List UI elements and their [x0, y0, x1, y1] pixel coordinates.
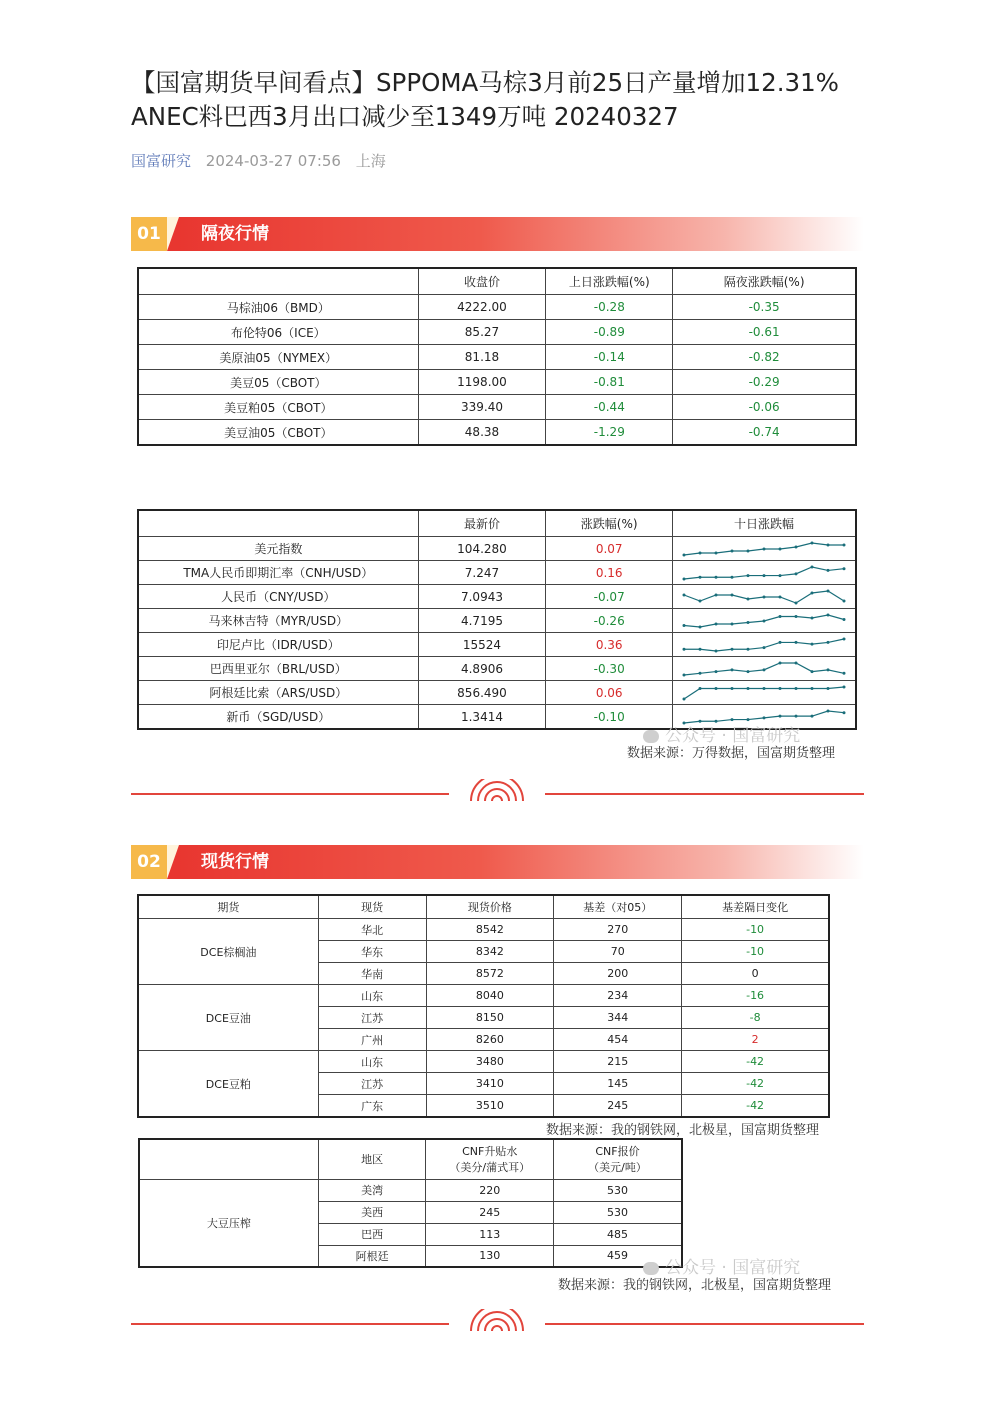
table-row — [139, 561, 856, 585]
sparkline-point — [715, 593, 718, 596]
ten-day-sparkline — [680, 587, 848, 607]
sparkline-point — [843, 567, 846, 570]
spot-price: 8342 — [426, 941, 554, 963]
sparkline-point — [747, 687, 750, 690]
basis-change: 2 — [682, 1029, 829, 1051]
sparkline-point — [827, 687, 830, 690]
overnight-change: -0.61 — [673, 320, 856, 345]
spot-price: 8150 — [426, 1007, 554, 1029]
column-header: 最新价 — [418, 511, 546, 537]
currency-name: 巴西里亚尔（BRL/USD） — [139, 657, 419, 681]
spot-region: 江苏 — [318, 1073, 426, 1095]
sparkline-point — [827, 640, 830, 643]
sparkline-point — [811, 642, 814, 645]
prev-day-change: -0.89 — [546, 320, 673, 345]
column-header: 现货 — [318, 896, 426, 919]
basis-change: -16 — [682, 985, 829, 1007]
basis-value: 234 — [554, 985, 682, 1007]
ten-day-trend-cell — [673, 633, 856, 657]
basis-change: -10 — [682, 919, 829, 941]
prev-day-change: -0.44 — [546, 395, 673, 420]
sparkline-point — [779, 687, 782, 690]
column-header — [139, 1139, 318, 1179]
sparkline-point — [699, 647, 702, 650]
column-header: 涨跌幅(%) — [546, 511, 673, 537]
spot-basis-table — [138, 895, 829, 1117]
sparkline-point — [731, 575, 734, 578]
sparkline-point — [683, 697, 686, 700]
wechat-icon — [643, 1262, 659, 1275]
table-row — [139, 269, 856, 295]
sparkline-point — [795, 572, 798, 575]
cloud-ornament-icon — [465, 779, 529, 803]
change-pct: -0.26 — [546, 609, 673, 633]
sparkline-point — [699, 687, 702, 690]
column-header: 现货价格 — [426, 896, 554, 919]
cnf-price: 530 — [553, 1179, 682, 1201]
cnf-price: 485 — [553, 1223, 682, 1245]
close-price: 48.38 — [418, 420, 546, 445]
basis-change: -8 — [682, 1007, 829, 1029]
publish-location: 上海 — [355, 152, 386, 170]
sparkline-point — [731, 687, 734, 690]
instrument-name: 美原油05（NYMEX） — [139, 345, 419, 370]
sparkline-point — [747, 670, 750, 673]
table-row — [139, 420, 856, 445]
sparkline-point — [843, 599, 846, 602]
ten-day-trend-cell — [673, 537, 856, 561]
spot-price: 8260 — [426, 1029, 554, 1051]
overnight-change: -0.82 — [673, 345, 856, 370]
spot-region: 华东 — [318, 941, 426, 963]
sparkline-point — [747, 647, 750, 650]
change-pct: 0.06 — [546, 681, 673, 705]
sparkline-point — [827, 589, 830, 592]
basis-value: 270 — [554, 919, 682, 941]
basis-value: 215 — [554, 1051, 682, 1073]
sparkline-point — [811, 670, 814, 673]
data-source: 数据来源：万得数据，国富期货整理 — [627, 746, 836, 761]
column-header: 地区 — [318, 1139, 426, 1179]
overnight-change: -0.74 — [673, 420, 856, 445]
overnight-futures-table — [138, 268, 856, 445]
basis-value: 344 — [554, 1007, 682, 1029]
sparkline-point — [763, 619, 766, 622]
ten-day-trend-cell — [673, 657, 856, 681]
ten-day-sparkline — [680, 659, 848, 679]
currency-name: 阿根廷比索（ARS/USD） — [139, 681, 419, 705]
sparkline-point — [843, 711, 846, 714]
sparkline-point — [779, 640, 782, 643]
latest-price: 856.490 — [418, 681, 546, 705]
column-header: 十日涨跌幅 — [673, 511, 856, 537]
close-price: 85.27 — [418, 320, 546, 345]
sparkline-point — [763, 668, 766, 671]
table-row — [139, 896, 829, 919]
futures-name: DCE豆粕 — [139, 1051, 319, 1117]
ten-day-trend-cell — [673, 681, 856, 705]
sparkline-point — [715, 622, 718, 625]
table-row — [139, 511, 856, 537]
publish-date: 2024-03-27 07:56 — [205, 152, 341, 170]
column-header: 基差隔日变化 — [682, 896, 829, 919]
currency-name: TMA人民币即期汇率（CNH/USD） — [139, 561, 419, 585]
sparkline-point — [715, 575, 718, 578]
sparkline-point — [811, 714, 814, 717]
sparkline-point — [843, 618, 846, 621]
account-link[interactable]: 国富研究 — [131, 152, 192, 170]
sparkline-point — [763, 574, 766, 577]
sparkline-line — [684, 567, 844, 579]
section-title: 现货行情 — [201, 852, 269, 872]
ten-day-sparkline — [680, 563, 848, 583]
table-row — [139, 657, 856, 681]
ten-day-trend-cell — [673, 585, 856, 609]
latest-price: 1.3414 — [418, 705, 546, 729]
fx-table — [138, 510, 856, 729]
article-meta — [131, 150, 386, 171]
section-divider — [131, 1309, 864, 1339]
spot-price: 8040 — [426, 985, 554, 1007]
currency-name: 印尼卢比（IDR/USD） — [139, 633, 419, 657]
sparkline-point — [747, 549, 750, 552]
sparkline-point — [779, 574, 782, 577]
spot-price: 8572 — [426, 963, 554, 985]
watermark: 公众号 · 国富研究 — [643, 1253, 800, 1278]
spot-price: 8542 — [426, 919, 554, 941]
spot-region: 广东 — [318, 1095, 426, 1117]
cnf-price: 459 — [553, 1245, 682, 1267]
latest-price: 4.7195 — [418, 609, 546, 633]
sparkline-point — [795, 545, 798, 548]
ten-day-sparkline — [680, 635, 848, 655]
sparkline-point — [747, 621, 750, 624]
spot-region: 华北 — [318, 919, 426, 941]
table-row — [139, 320, 856, 345]
table-row — [139, 1179, 682, 1201]
table-row — [139, 1139, 682, 1179]
watermark: 公众号 · 国富研究 — [643, 721, 800, 746]
sparkline-point — [683, 553, 686, 556]
sparkline-point — [843, 637, 846, 640]
sparkline-point — [747, 574, 750, 577]
sparkline-point — [811, 687, 814, 690]
section-number: 01 — [131, 217, 167, 251]
basis-value: 145 — [554, 1073, 682, 1095]
cnf-premium: 130 — [426, 1245, 553, 1267]
instrument-name: 美豆粕05（CBOT） — [139, 395, 419, 420]
sparkline-point — [779, 595, 782, 598]
sparkline-point — [747, 597, 750, 600]
sparkline-point — [811, 565, 814, 568]
change-pct: 0.16 — [546, 561, 673, 585]
sparkline-point — [731, 549, 734, 552]
group-name: 大豆压榨 — [139, 1179, 318, 1267]
latest-price: 4.8906 — [418, 657, 546, 681]
sparkline-point — [795, 714, 798, 717]
currency-name: 美元指数 — [139, 537, 419, 561]
basis-change: -10 — [682, 941, 829, 963]
spot-region: 山东 — [318, 1051, 426, 1073]
cnf-table — [138, 1138, 683, 1268]
latest-price: 7.0943 — [418, 585, 546, 609]
sparkline-point — [731, 647, 734, 650]
sparkline-point — [715, 649, 718, 652]
table-row — [139, 681, 856, 705]
currency-name: 马来林吉特（MYR/USD） — [139, 609, 419, 633]
sparkline-point — [683, 647, 686, 650]
close-price: 81.18 — [418, 345, 546, 370]
table-row — [139, 919, 829, 941]
sparkline-point — [731, 593, 734, 596]
sparkline-point — [763, 547, 766, 550]
ten-day-trend-cell — [673, 561, 856, 585]
data-source: 数据来源：我的钢铁网，北极星，国富期货整理 — [558, 1278, 832, 1293]
latest-price: 15524 — [418, 633, 546, 657]
currency-name: 新币（SGD/USD） — [139, 705, 419, 729]
change-pct: -0.10 — [546, 705, 673, 729]
origin-region: 美湾 — [318, 1179, 426, 1201]
origin-region: 阿根廷 — [318, 1245, 426, 1267]
sparkline-point — [731, 622, 734, 625]
sparkline-point — [795, 687, 798, 690]
basis-change: -42 — [682, 1095, 829, 1117]
sparkline-point — [731, 668, 734, 671]
ten-day-trend-cell — [673, 609, 856, 633]
ten-day-sparkline — [680, 611, 848, 631]
sparkline-point — [763, 595, 766, 598]
basis-value: 200 — [554, 963, 682, 985]
sparkline-point — [715, 687, 718, 690]
spot-region: 山东 — [318, 985, 426, 1007]
section-number: 02 — [131, 845, 167, 879]
sparkline-point — [715, 551, 718, 554]
sparkline-point — [827, 568, 830, 571]
wechat-icon — [643, 730, 659, 743]
sparkline-point — [827, 668, 830, 671]
futures-name: DCE豆油 — [139, 985, 319, 1051]
section-title: 隔夜行情 — [201, 224, 269, 244]
sparkline-point — [779, 714, 782, 717]
column-header — [139, 511, 419, 537]
spot-price: 3510 — [426, 1095, 554, 1117]
sparkline-point — [779, 661, 782, 664]
ten-day-sparkline — [680, 683, 848, 703]
column-header: 基差（对05） — [554, 896, 682, 919]
sparkline-point — [843, 685, 846, 688]
basis-change: 0 — [682, 963, 829, 985]
basis-change: -42 — [682, 1051, 829, 1073]
prev-day-change: -0.28 — [546, 295, 673, 320]
sparkline-point — [715, 670, 718, 673]
latest-price: 104.280 — [418, 537, 546, 561]
sparkline-point — [699, 551, 702, 554]
instrument-name: 美豆油05（CBOT） — [139, 420, 419, 445]
data-source: 数据来源：我的钢铁网，北极星，国富期货整理 — [546, 1123, 820, 1138]
close-price: 1198.00 — [418, 370, 546, 395]
sparkline-point — [811, 616, 814, 619]
table-row — [139, 537, 856, 561]
table-row — [139, 370, 856, 395]
sparkline-point — [795, 601, 798, 604]
column-header: CNF报价 （美元/吨） — [553, 1139, 682, 1179]
sparkline-point — [811, 591, 814, 594]
section-divider — [131, 779, 864, 809]
cnf-premium: 113 — [426, 1223, 553, 1245]
sparkline-point — [763, 716, 766, 719]
sparkline-point — [699, 599, 702, 602]
spot-region: 广州 — [318, 1029, 426, 1051]
instrument-name: 布伦特06（ICE） — [139, 320, 419, 345]
basis-change: -42 — [682, 1073, 829, 1095]
basis-value: 70 — [554, 941, 682, 963]
column-header: 期货 — [139, 896, 319, 919]
column-header: 收盘价 — [418, 269, 546, 295]
sparkline-point — [795, 615, 798, 618]
origin-region: 巴西 — [318, 1223, 426, 1245]
cnf-premium: 245 — [426, 1201, 553, 1223]
basis-value: 245 — [554, 1095, 682, 1117]
sparkline-point — [683, 577, 686, 580]
table-row — [139, 1051, 829, 1073]
sparkline-point — [843, 671, 846, 674]
spot-price: 3410 — [426, 1073, 554, 1095]
table-row — [139, 345, 856, 370]
currency-name: 人民币（CNY/USD） — [139, 585, 419, 609]
ten-day-sparkline — [680, 539, 848, 559]
instrument-name: 美豆05（CBOT） — [139, 370, 419, 395]
column-header: 上日涨跌幅(%) — [546, 269, 673, 295]
sparkline-line — [684, 639, 844, 651]
sparkline-point — [779, 547, 782, 550]
table-row — [139, 985, 829, 1007]
table-row — [139, 295, 856, 320]
close-price: 339.40 — [418, 395, 546, 420]
sparkline-point — [683, 593, 686, 596]
column-header: CNF升贴水 （美分/蒲式耳） — [426, 1139, 553, 1179]
spot-region: 华南 — [318, 963, 426, 985]
sparkline-point — [827, 543, 830, 546]
table-row — [139, 633, 856, 657]
sparkline-point — [811, 541, 814, 544]
article-title: 【国富期货早间看点】SPPOMA马棕3月前25日产量增加12.31% ANEC料巴西3月出口减少至1349万吨 20240327 — [131, 68, 839, 131]
overnight-change: -0.35 — [673, 295, 856, 320]
section-header-overnight — [131, 217, 864, 251]
overnight-change: -0.06 — [673, 395, 856, 420]
spot-price: 3480 — [426, 1051, 554, 1073]
change-pct: 0.07 — [546, 537, 673, 561]
sparkline-point — [683, 624, 686, 627]
table-row — [139, 395, 856, 420]
close-price: 4222.00 — [418, 295, 546, 320]
sparkline-point — [843, 543, 846, 546]
sparkline-point — [763, 646, 766, 649]
sparkline-point — [699, 625, 702, 628]
column-header — [139, 269, 419, 295]
sparkline-point — [827, 709, 830, 712]
prev-day-change: -0.14 — [546, 345, 673, 370]
sparkline-point — [699, 671, 702, 674]
sparkline-point — [683, 673, 686, 676]
prev-day-change: -1.29 — [546, 420, 673, 445]
cnf-premium: 220 — [426, 1179, 553, 1201]
latest-price: 7.247 — [418, 561, 546, 585]
spot-region: 江苏 — [318, 1007, 426, 1029]
sparkline-point — [779, 615, 782, 618]
origin-region: 美西 — [318, 1201, 426, 1223]
prev-day-change: -0.81 — [546, 370, 673, 395]
change-pct: 0.36 — [546, 633, 673, 657]
sparkline-point — [795, 661, 798, 664]
change-pct: -0.07 — [546, 585, 673, 609]
futures-name: DCE棕榈油 — [139, 919, 319, 985]
section-header-spot — [131, 845, 864, 879]
instrument-name: 马棕油06（BMD） — [139, 295, 419, 320]
table-row — [139, 585, 856, 609]
cloud-ornament-icon — [465, 1309, 529, 1333]
basis-value: 454 — [554, 1029, 682, 1051]
sparkline-point — [795, 640, 798, 643]
sparkline-point — [763, 687, 766, 690]
sparkline-point — [827, 613, 830, 616]
overnight-change: -0.29 — [673, 370, 856, 395]
change-pct: -0.30 — [546, 657, 673, 681]
cnf-price: 530 — [553, 1201, 682, 1223]
table-row — [139, 609, 856, 633]
column-header: 隔夜涨跌幅(%) — [673, 269, 856, 295]
sparkline-point — [699, 575, 702, 578]
